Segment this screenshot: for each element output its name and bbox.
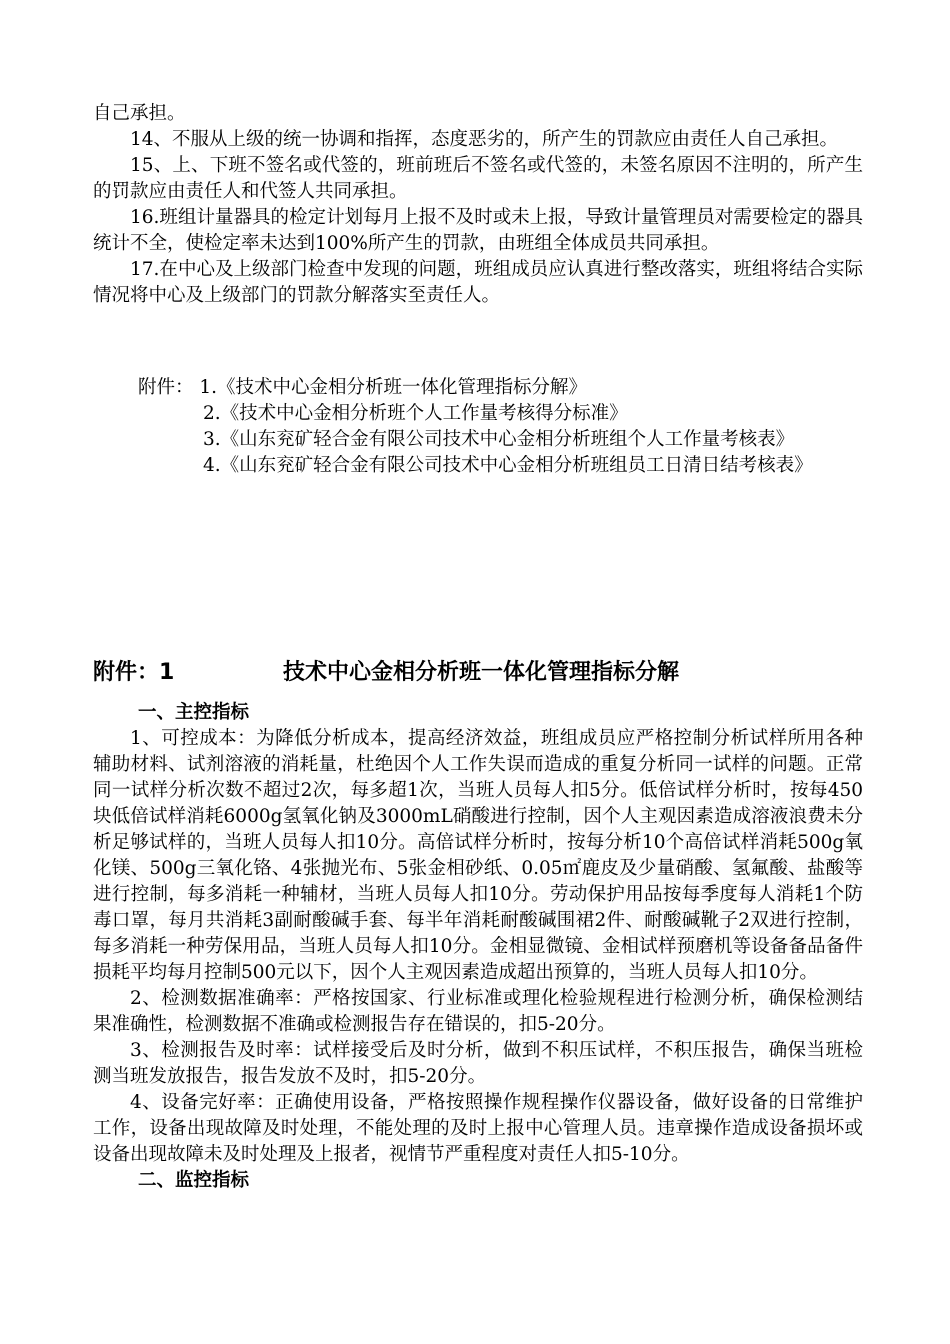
appendix-title-row	[93, 655, 863, 691]
attachments-list	[93, 375, 863, 479]
rule-17: 17.在中心及上级部门检查中发现的问题，班组成员应认真进行整改落实，班组将结合实际情况将中心及上级部门的罚款分解落实至责任人。	[93, 259, 863, 306]
attachment-item-4: 4.《山东兖矿轻合金有限公司技术中心金相分析班组员工日清日结考核表》	[203, 455, 813, 476]
appendix-item-2: 2、检测数据准确率：严格按国家、行业标准或理化检验规程进行检测分析，确保检测结果准确性，检测数据不准确或检测报告存在错误的，扣5-20分。	[93, 988, 863, 1035]
appendix-body	[93, 700, 863, 1194]
appendix-item-4: 4、设备完好率：正确使用设备，严格按照操作规程操作仪器设备，做好设备的日常维护工作，设备出现故障及时处理，不能处理的及时上报中心管理人员。违章操作造成设备损坏或设备出现故障未及时处理及上报者，视情节严重程度对责任人扣5-10分。	[93, 1092, 863, 1165]
rules-section	[93, 101, 863, 309]
rule-16: 16.班组计量器具的检定计划每月上报不及时或未上报，导致计量管理员对需要检定的器具统计不全，使检定率未达到100%所产生的罚款，由班组全体成员共同承担。	[93, 207, 863, 254]
attachments-label: 附件：	[138, 377, 194, 398]
attachment-item-3: 3.《山东兖矿轻合金有限公司技术中心金相分析班组个人工作量考核表》	[203, 429, 795, 450]
attachment-item-1: 1.《技术中心金相分析班一体化管理指标分解》	[199, 377, 588, 398]
appendix-item-3: 3、检测报告及时率：试样接受后及时分析，做到不积压试样，不积压报告，确保当班检测当班发放报告，报告发放不及时，扣5-20分。	[93, 1040, 863, 1087]
appendix-title: 技术中心金相分析班一体化管理指标分解	[283, 660, 680, 685]
section-2-heading: 二、监控指标	[138, 1170, 250, 1191]
attachment-line-1	[93, 375, 863, 401]
continuation-text: 自己承担。	[93, 103, 186, 124]
attachment-item-2: 2.《技术中心金相分析班个人工作量考核得分标准》	[203, 403, 628, 424]
rule-14: 14、不服从上级的统一协调和指挥，态度恶劣的，所产生的罚款应由责任人自己承担。	[130, 129, 839, 150]
appendix-label: 附件：1	[93, 660, 175, 685]
appendix-item-1: 1、可控成本：为降低分析成本，提高经济效益，班组成员应严格控制分析试样所用各种辅助材料、试剂溶液的消耗量，杜绝因个人工作失误而造成的重复分析同一试样的问题。正常同一试样分析次数不超过2次，每多超1次，当班人员每人扣5分。低倍试样分析时，按每450块低倍试样消耗6000g氢氧化钠及3000mL硝酸进行控制，因个人主观因素造成溶液浪费未分析足够试样的，当班人员每人扣10分。高倍试样分析时，按每分析10个高倍试样消耗500g氧化镁、500g三氧化铬、4张抛光布、5张金相砂纸、0.05㎡鹿皮及少量硝酸、氢氟酸、盐酸等进行控制，每多消耗一种辅材，当班人员每人扣10分。劳动保护用品按每季度每人消耗1个防毒口罩，每月共消耗3副耐酸碱手套、每半年消耗耐酸碱围裙2件、耐酸碱靴子2双进行控制，每多消耗一种劳保用品，当班人员每人扣10分。金相显微镜、金相试样预磨机等设备备品备件损耗平均每月控制500元以下，因个人主观因素造成超出预算的，当班人员每人扣10分。	[93, 728, 863, 983]
rule-15: 15、上、下班不签名或代签的，班前班后不签名或代签的，未签名原因不注明的，所产生的罚款应由责任人和代签人共同承担。	[93, 155, 863, 202]
section-1-heading: 一、主控指标	[138, 702, 250, 723]
